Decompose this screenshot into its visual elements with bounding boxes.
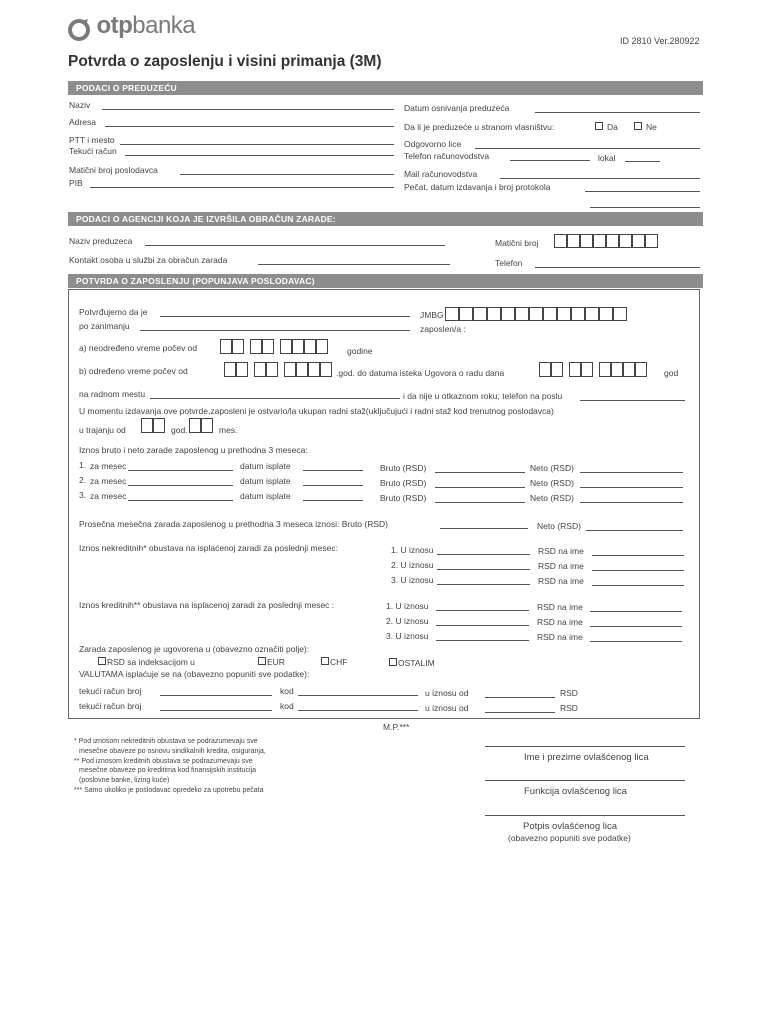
field-prosecna-neto[interactable]: [586, 530, 683, 531]
field-mesec[interactable]: [128, 485, 233, 486]
field-iznos[interactable]: [437, 569, 530, 570]
field-iznos[interactable]: [436, 640, 529, 641]
row-neto: Neto (RSD): [530, 478, 574, 488]
label-tekuci-broj: tekući račun broj: [79, 701, 142, 711]
char-box[interactable]: [543, 307, 557, 321]
field-ime-zaposlenog[interactable]: [160, 316, 410, 317]
char-box[interactable]: [254, 362, 266, 377]
field-funkcija[interactable]: [485, 780, 685, 781]
field-kod[interactable]: [298, 710, 418, 711]
field-datum-isplate[interactable]: [303, 485, 363, 486]
label-u-iznosu-od: u iznosu od: [425, 703, 469, 713]
page-title: Potvrda o zaposlenju i visini primanja (3M): [68, 53, 382, 70]
label-iznos-bruto-neto: Iznos bruto i neto zarade zaposlenog u prethodna 3 meseca:: [79, 445, 308, 455]
label-nekreditnih: Iznos nekreditnih* obustava na isplaćenoj zaradi za poslednji mesec:: [79, 543, 338, 553]
field-adresa[interactable]: [105, 126, 394, 127]
label-jmbg: JMBG: [420, 310, 444, 320]
field-neto[interactable]: [580, 502, 683, 503]
label-kontakt: Kontakt osoba u službi za obračun zarada: [69, 255, 228, 265]
label-zaposlen: zaposlen/a :: [420, 324, 466, 334]
checkbox-eur[interactable]: [258, 657, 266, 665]
label-funkcija: Funkcija ovlašćenog lica: [524, 786, 627, 797]
checkbox-ne[interactable]: [634, 122, 642, 130]
char-box[interactable]: [635, 362, 647, 377]
label-ostalim: OSTALIM: [398, 658, 435, 668]
char-box[interactable]: [473, 307, 487, 321]
label-u-iznosu: 3. U iznosu: [386, 631, 429, 641]
label-chf: CHF: [330, 657, 348, 667]
label-u-iznosu: 1. U iznosu: [386, 601, 429, 611]
label-pib: PIB: [69, 178, 83, 188]
field-tekuci[interactable]: [125, 155, 394, 156]
field-racun[interactable]: [160, 710, 272, 711]
label-kreditnih: Iznos kreditnih** obustava na isplacenoj zaradi za poslednji mesec :: [79, 600, 335, 610]
label-odredeno: b) određeno vreme počev od: [79, 366, 188, 376]
footnote-2b: mesečne obaveze po kreditima kod finansijskih institucija: [79, 767, 257, 774]
label-lokal: lokal: [598, 153, 616, 163]
row-neto: Neto (RSD): [530, 493, 574, 503]
label-rsd-na-ime: RSD na ime: [538, 561, 584, 571]
field-ptt[interactable]: [120, 144, 394, 145]
label-u-trajanju: u trajanju od: [79, 425, 126, 435]
char-box[interactable]: [554, 234, 567, 248]
field-datum-isplate[interactable]: [303, 500, 363, 501]
char-box[interactable]: [557, 307, 571, 321]
char-box[interactable]: [236, 362, 248, 377]
label-valutama: VALUTAMA isplaćuje se na (obavezno popuniti sve podatke):: [79, 669, 310, 679]
char-box[interactable]: [250, 339, 262, 354]
checkbox-chf[interactable]: [321, 657, 329, 665]
label-u-iznosu: 2. U iznosu: [391, 560, 434, 570]
field-na-ime[interactable]: [590, 611, 682, 612]
label-naziv: Naziv: [69, 100, 91, 110]
row-num: 2.: [79, 475, 87, 485]
char-box[interactable]: [611, 362, 623, 377]
char-box[interactable]: [296, 362, 308, 377]
label-god-datuma: .god. do datuma isteka Ugovora o radu dana: [336, 368, 505, 378]
char-box[interactable]: [445, 307, 459, 321]
field-zanimanje[interactable]: [140, 330, 410, 331]
field-racun[interactable]: [160, 695, 272, 696]
label-na-radnom-mestu: na radnom mestu: [79, 389, 146, 399]
label-potpis: Potpis ovlašćenog lica: [523, 821, 617, 832]
field-iznos[interactable]: [436, 610, 529, 611]
field-telefon[interactable]: [535, 267, 700, 268]
label-po-zanimanju: po zanimanju: [79, 321, 130, 331]
char-box[interactable]: [619, 234, 632, 248]
label-maticni: Matični broj poslodavca: [69, 165, 158, 175]
label-u-iznosu: 2. U iznosu: [386, 616, 429, 626]
char-box[interactable]: [153, 418, 165, 433]
char-box[interactable]: [308, 362, 320, 377]
char-box[interactable]: [606, 234, 619, 248]
label-tekuci-broj: tekući račun broj: [79, 686, 142, 696]
char-box[interactable]: [529, 307, 543, 321]
label-eur: EUR: [267, 657, 285, 667]
label-odgovorno-lice: Odgovorno lice: [404, 139, 462, 149]
row-bruto: Bruto (RSD): [380, 493, 427, 503]
label-god: god: [664, 368, 679, 378]
field-neto[interactable]: [580, 487, 683, 488]
label-kod: kod: [280, 686, 294, 696]
char-box[interactable]: [501, 307, 515, 321]
label-potvrdjujemo: Potvrđujemo da je: [79, 307, 148, 317]
label-rsd: RSD: [560, 688, 578, 698]
label-rsd-na-ime: RSD na ime: [537, 617, 583, 627]
footnote-1b: mesečne obaveze po osnovu sindikalnih kredita, osiguranja,: [79, 748, 266, 755]
footnote-3: *** Samo ukoliko je poslodavac opredelio za upotrebu pečata: [74, 787, 264, 794]
field-bruto[interactable]: [435, 472, 525, 473]
label-pecat: Pečat, datum izdavanja i broj protokola: [404, 182, 551, 192]
otp-logo: [68, 12, 195, 41]
checkbox-ostalim[interactable]: [389, 658, 397, 666]
char-box[interactable]: [459, 307, 473, 321]
field-datum-isplate[interactable]: [303, 470, 363, 471]
char-box[interactable]: [515, 307, 529, 321]
field-ime-prezime[interactable]: [485, 746, 685, 747]
label-naziv-preduzeca: Naziv preduzeca: [69, 236, 133, 246]
otp-logo-icon: [68, 17, 92, 41]
field-bruto[interactable]: [435, 502, 525, 503]
label-god-staz: god.: [171, 425, 188, 435]
char-box[interactable]: [567, 234, 580, 248]
char-box[interactable]: [623, 362, 635, 377]
label-ime-prezime: Ime i prezime ovlašćenog lica: [524, 752, 649, 763]
label-godine: godine: [347, 346, 373, 356]
label-strano-vlasnistvo: Da li je preduzeće u stranom vlasništvu:: [404, 122, 555, 132]
field-kod[interactable]: [298, 695, 418, 696]
label-u-iznosu-od: u iznosu od: [425, 688, 469, 698]
char-box[interactable]: [487, 307, 501, 321]
footnote-1a: * Pod iznosom nekreditnih obustava se podrazumevaju sve: [74, 738, 258, 745]
char-box[interactable]: [232, 339, 244, 354]
label-telefon: Telefon: [495, 258, 523, 268]
char-box[interactable]: [632, 234, 645, 248]
char-box[interactable]: [571, 307, 585, 321]
label-potpis-napomena: (obavezno popuniti sve podatke): [508, 833, 631, 843]
label-maticni-broj: Matični broj: [495, 238, 539, 248]
char-box[interactable]: [262, 339, 274, 354]
field-na-ime[interactable]: [592, 585, 684, 586]
footnote-2c: (poslovne banke, lizing kuće): [79, 777, 170, 784]
char-box[interactable]: [551, 362, 563, 377]
label-neodredeno: a) neodređeno vreme počev od: [79, 343, 198, 353]
checkbox-rsd[interactable]: [98, 657, 106, 665]
logo-wordmark: otpbanka: [96, 12, 196, 39]
label-kod: kod: [280, 701, 294, 711]
char-box[interactable]: [599, 307, 613, 321]
section-agency-header: PODACI O AGENCIJI KOJA JE IZVRŠILA OBRAČUN ZARADE:: [68, 212, 703, 226]
field-na-ime[interactable]: [592, 555, 684, 556]
label-u-iznosu: 3. U iznosu: [391, 575, 434, 585]
label-adresa: Adresa: [69, 117, 96, 127]
char-box[interactable]: [224, 362, 236, 377]
char-box[interactable]: [141, 418, 153, 433]
field-mail[interactable]: [500, 178, 700, 179]
row-za-mesec: za mesec: [90, 476, 127, 486]
char-box[interactable]: [613, 307, 627, 321]
row-za-mesec: za mesec: [90, 461, 127, 471]
char-box[interactable]: [304, 339, 316, 354]
field-pecat-2[interactable]: [590, 207, 700, 208]
label-prosecna-neto: Neto (RSD): [537, 521, 581, 531]
field-telefon-racunovodstva[interactable]: [510, 160, 590, 161]
char-box[interactable]: [189, 418, 201, 433]
field-iznos-od[interactable]: [485, 712, 555, 713]
field-neto[interactable]: [580, 472, 683, 473]
section-employment-box: [68, 289, 700, 719]
checkbox-da[interactable]: [595, 122, 603, 130]
field-radno-mesto[interactable]: [150, 398, 400, 399]
row-bruto: Bruto (RSD): [380, 463, 427, 473]
char-box[interactable]: [599, 362, 611, 377]
char-box[interactable]: [569, 362, 581, 377]
field-odgovorno-lice[interactable]: [475, 148, 700, 149]
field-iznos-od[interactable]: [485, 697, 555, 698]
field-pib[interactable]: [90, 187, 394, 188]
label-telefon-racunovodstva: Telefon računovodstva: [404, 151, 490, 161]
char-box[interactable]: [593, 234, 606, 248]
footnote-2a: ** Pod iznosom kreditnih obustava se podrazumevaju sve: [74, 758, 253, 765]
label-prosecna: Prosečna mesečna zarada zaposlenog u prethodna 3 meseca iznosi: Bruto (RSD): [79, 519, 389, 529]
row-num: 1.: [79, 460, 87, 470]
field-maticni[interactable]: [180, 174, 394, 175]
label-tekuci: Tekući račun: [69, 146, 117, 156]
label-ne: Ne: [646, 122, 657, 132]
field-telefon-posao[interactable]: [580, 400, 685, 401]
char-box[interactable]: [581, 362, 593, 377]
field-na-ime[interactable]: [592, 570, 684, 571]
field-potpis[interactable]: [485, 815, 685, 816]
field-naziv[interactable]: [102, 109, 394, 110]
field-prosecna-bruto[interactable]: [440, 528, 528, 529]
char-box[interactable]: [316, 339, 328, 354]
label-u-iznosu: 1. U iznosu: [391, 545, 434, 555]
field-mesec[interactable]: [128, 500, 233, 501]
label-rsd-indeksacija: RSD sa indeksacijom u: [107, 657, 195, 667]
row-num: 3.: [79, 490, 87, 500]
field-iznos[interactable]: [436, 625, 529, 626]
field-pecat[interactable]: [585, 191, 700, 192]
label-rsd-na-ime: RSD na ime: [538, 546, 584, 556]
row-neto: Neto (RSD): [530, 463, 574, 473]
section-employment-header: POTVRDA O ZAPOSLENJU (POPUNJAVA POSLODAVAC): [68, 274, 703, 288]
char-box[interactable]: [539, 362, 551, 377]
label-mes: mes.: [219, 425, 238, 435]
field-mesec[interactable]: [128, 470, 233, 471]
row-bruto: Bruto (RSD): [380, 478, 427, 488]
field-iznos[interactable]: [437, 554, 530, 555]
field-lokal[interactable]: [625, 161, 660, 162]
document-id: ID 2810 Ver.280922: [620, 36, 700, 46]
label-rsd-na-ime: RSD na ime: [538, 576, 584, 586]
row-datum-isplate: datum isplate: [240, 491, 291, 501]
char-box[interactable]: [266, 362, 278, 377]
char-box[interactable]: [284, 362, 296, 377]
char-box[interactable]: [220, 339, 232, 354]
row-datum-isplate: datum isplate: [240, 461, 291, 471]
row-za-mesec: za mesec: [90, 491, 127, 501]
field-na-ime[interactable]: [590, 641, 682, 642]
label-mp: M.P.***: [383, 722, 410, 732]
label-u-momentu: U momentu izdavanja ove potvrde,zaposleni je ostvario/la ukupan radni staž(uključujući i radni staž kod trenutnog poslodavca): [79, 406, 554, 416]
label-datum-osnivanja: Datum osnivanja preduzeća: [404, 103, 510, 113]
char-box[interactable]: [585, 307, 599, 321]
field-kontakt[interactable]: [258, 264, 450, 265]
char-box[interactable]: [292, 339, 304, 354]
field-naziv-preduzeca[interactable]: [145, 245, 445, 246]
label-otkazni-rok: i da nije u otkaznom roku; telefon na poslu: [403, 391, 563, 401]
char-box[interactable]: [645, 234, 658, 248]
label-rsd-na-ime: RSD na ime: [537, 632, 583, 642]
label-ptt: PTT i mesto: [69, 135, 115, 145]
label-rsd: RSD: [560, 703, 578, 713]
field-bruto[interactable]: [435, 487, 525, 488]
char-box[interactable]: [280, 339, 292, 354]
field-iznos[interactable]: [437, 584, 530, 585]
char-box[interactable]: [320, 362, 332, 377]
section-company-header: PODACI O PREDUZEĆU: [68, 81, 703, 95]
char-box[interactable]: [201, 418, 213, 433]
field-na-ime[interactable]: [590, 626, 682, 627]
label-rsd-na-ime: RSD na ime: [537, 602, 583, 612]
row-datum-isplate: datum isplate: [240, 476, 291, 486]
label-mail: Mail računovodstva: [404, 169, 478, 179]
field-datum-osnivanja[interactable]: [535, 112, 700, 113]
label-da: Da: [607, 122, 618, 132]
label-zarada-ugovorena: Zarada zaposlenog je ugovorena u (obavezno označiti polje):: [79, 644, 310, 654]
char-box[interactable]: [580, 234, 593, 248]
